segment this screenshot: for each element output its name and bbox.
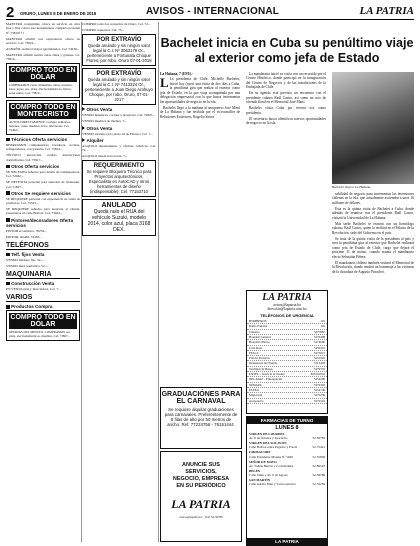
guide-logo: LA PATRIA [262, 292, 312, 303]
phone-entry-name: Cruz Roja [249, 345, 263, 350]
classified-ad: COMPRO repuestos. Cel. 73... [82, 28, 125, 33]
compro-ad [6, 310, 80, 341]
square-bullet-icon [6, 138, 10, 142]
phone-entry-number: 110 [320, 324, 325, 329]
category-heading: Otros Oferta servicios [6, 164, 80, 169]
compro-ad-body: AUTOS DIRECTAMENTE. Compro vehículos, terrenos, casas, muebles, fríos, televisores. Cel. 72462... [9, 120, 71, 133]
pharmacy-entry [247, 478, 327, 486]
phone-entry-number: 5276498 [313, 334, 325, 339]
requerimiento-body: Se requiere Bloquera Técnico para Proyectos arquitectónicos. Especialista en AutoCAD y otros herramientas de diseño (indispensable). Cel. 77153710 [86, 169, 152, 195]
article-column-2 [246, 72, 326, 287]
phone-entry-number: 5275015 [313, 350, 325, 355]
promo-footer: avisos@lapatria.bo · Telf: 52-50780 [179, 514, 223, 519]
compro-ad [6, 63, 80, 98]
compro-ad-title: COMPRO TODO EN DÓLAR [10, 314, 76, 329]
phone-entry-name: Policía Turística [249, 356, 270, 361]
phone-entry-number: 5279535 [313, 366, 325, 371]
pharmacy-day: LUNES 8 [275, 425, 299, 431]
promo-line: ANUNCIE SUS [182, 462, 220, 468]
arrow-bullet-icon [82, 107, 85, 111]
pharmacy-list [247, 432, 327, 486]
phone-entry-name: Tránsito [249, 329, 260, 334]
classified-ad: SE NECESITA personal para atención de restaurant. Cel. 71827... [6, 180, 80, 189]
article-paragraph: Más tarde Bachelet se reunirá con un homólogo cubano, Raúl Castro, quien la recibirá en el Palacio de la Revolución, sede del Gobierno en el país. [332, 221, 414, 235]
pharmacy-address: Av. 6 de Octubre y Ayacucho [249, 436, 288, 441]
pharmacy-phone: 52-58786 [312, 472, 325, 477]
promo-line: SERVICIOS, [185, 469, 217, 476]
classified-ad: SE NECESITA señorita para tienda de computadoras. Cel. 72462... [6, 169, 80, 179]
compro-ad-title: COMPRO TODO EN DÓLAR [10, 67, 76, 82]
square-bullet-icon [6, 253, 10, 257]
pharmacy-name: BELÉN [249, 468, 261, 473]
article-paragraph: Bachelet visita Cuba por tercera vez como presidenta. [246, 106, 326, 115]
pharmacy-address: Calle Junín y Av. 6 de Agosto [249, 472, 289, 477]
emergency-phone-guide [246, 290, 328, 414]
classified-ad: VENDO teléfono fijo. 52-... [6, 257, 45, 262]
article-paragraph: Bachelet llegó a la mañana al aeropuerto José Martí de La Habana y fue recibida por el vicecanciller de Relaciones Exteriores, Rogelio Sierra. [160, 105, 240, 119]
phone-entry-number: 5277887 [313, 329, 325, 334]
phone-entry-name: ELFEO [249, 388, 259, 393]
phone-entry-number: 800101010 [310, 372, 325, 377]
promo-ad [160, 451, 242, 542]
phone-entry-name: FELCC [249, 350, 259, 355]
requerimiento-ad [82, 160, 156, 197]
anulado-title: ANULADO [101, 202, 137, 210]
classified-ad: MAESTRO albañil realiza obras finas y gruesas. Ce. 73912... [6, 52, 80, 62]
phone-entry-name: Defensoría del Pueblo [249, 361, 278, 366]
phone-list [247, 319, 327, 404]
pharmacy-name: FARMACORP [249, 450, 271, 455]
extravio-notice [82, 34, 156, 66]
extravio-body: Queda anulado y sin ningún valor legal la C.I. Nº 7413324 Or., perteneciente a Juan Diego Arahuyo Choque, por robo. Oruro, 07-01-2017 [85, 77, 153, 103]
classified-ad: EN VENTA grúa y mezcladora. Cel. 7... [6, 287, 61, 292]
extravio-title: POR EXTRAVÍO [96, 37, 142, 44]
article-paragraph: sabilidad de negocio para incrementar las inversiones chilenas en la isla, que actualmente ascienden a unos 16 millones de dólares. [332, 192, 414, 205]
classified-ad: PINTOR, albañil. 74165... [6, 234, 42, 239]
classified-ad: ALBAÑIL realiza trabajos garantizados. Cel. 74236... [6, 46, 80, 51]
article-paragraph: Esta es la quinta visita de Bachelet a Cuba, donde además de reunirse con el presidente Raúl Castro, visitará la Universidad de La Habana. [332, 206, 414, 220]
phone-entry-name: Radio Patrulla [249, 324, 268, 329]
masthead-logo: LA PATRIA [359, 5, 414, 17]
phone-entry-name: Hospital General [249, 334, 271, 339]
article-paragraph: L La presidenta de Chile, Michelle Bachelet, inició hoy (ayer) una visita de dos días a Cuba, la penúltima gira que realiza al exterior como jefa de Estado, en la que viaja acompañada por una delegación empresarial con la que busca incrementar las oportunidades de negocio en la isla. [160, 75, 240, 104]
phone-entry-number: 5274600 [313, 340, 325, 345]
promo-line: NEGOCIO, EMPRESA [172, 476, 230, 483]
pharmacy-name: VIRGEN DEL SOCAVÓN [249, 441, 287, 446]
phone-entry-number: 5270239 [313, 393, 325, 398]
drop-cap: L [160, 75, 169, 91]
classified-ad: VENDO muebles de madera. 7... [82, 119, 127, 124]
guide-subtitle: TELÉFONOS DE URGENCIA [260, 312, 314, 318]
pharmacy-phone: 52-86543 [312, 463, 325, 468]
classified-ad: ALQUILO departamento y oficinas céntricas. Cel. 72... [82, 143, 156, 153]
phone-entry-name: Migración [249, 393, 263, 398]
phone-entry-number: 5276302 [313, 382, 325, 387]
category-heading: Otros Se requiere servicios [6, 191, 80, 196]
phone-entry-name: Hospital Obrero [249, 340, 270, 345]
classified-ad: TÉCNICO electricista realiza instalaciones domiciliarias. Cel. 73917... [6, 153, 80, 162]
photo-caption: Bachelet llegó a La Habana. [332, 185, 372, 189]
anulado-body: Queda nulo el RUA del vehículo Suzuki, modelo 2014, color azul, placa 3168 DEX. [87, 209, 151, 234]
arrow-bullet-icon [82, 126, 85, 130]
phone-entry-name: DELAPAZ - Emergencias [249, 377, 283, 382]
section-heading-telefonos: TELÉFONOS [6, 242, 80, 250]
compro-ad-body: COMPRAMOS casas, inmuebles, autos, terrenos, lotes, joyas, oro, plata, electrodomésticos. Oruro, zona centro. Cel. 73810... [9, 83, 73, 96]
page-header [6, 4, 414, 20]
pharmacy-bar: FARMACIAS DE TURNO [247, 417, 327, 424]
guide-email: avisos@lapatria.bo [273, 303, 301, 307]
pharmacy-entry [247, 469, 327, 477]
article-paragraph: En su agenda está previsto un encuentro con el presidente cubano Raúl Castro, así como un acto de ofrenda floral en el Memorial José Martí. [246, 91, 326, 105]
pharmacy-address: Calle Bolívar entre Pagador y Potosí [249, 445, 298, 450]
article-column-3 [332, 192, 414, 542]
extravio-notice [82, 68, 156, 105]
phone-entry-number: 5254200 [313, 377, 325, 382]
pharmacy-footer: LA PATRIA [247, 538, 327, 545]
graduation-ad [160, 387, 242, 449]
classified-ad: VENDO estantes en la plaza 10 de Febrero. Cel. 7... [82, 131, 153, 136]
classified-ad: SE REQUIERE personal con experiencia en venta de productos. Cel. 74523... [6, 196, 80, 206]
pharmacy-entry [247, 432, 327, 440]
square-bullet-icon [6, 282, 10, 286]
phone-entry [247, 399, 327, 404]
pharmacy-phone: 52-55830 [312, 454, 325, 459]
article-paragraph: El mandatario chileno también visitará el Memorial de la Revolución, donde rendirá un homenaje a las víctimas de la dictadura de Augusto Pinochet. [332, 260, 414, 274]
pharmacy-address: Calle Presidente Montes Nº 5940 [249, 454, 293, 459]
category-heading: Pintores/decoradores Oferta servicios [6, 217, 74, 228]
section-heading-maquinaria: MAQUINARIA [6, 271, 80, 279]
article-photo [332, 72, 414, 184]
pharmacy-entry [247, 441, 327, 449]
arrow-bullet-icon [82, 138, 85, 142]
section-title: AVISOS - INTERNACIONAL [146, 6, 280, 17]
square-bullet-icon [6, 191, 10, 195]
classified-ad: PINTOR económico. 78254... [6, 228, 47, 233]
pharmacy-name: SAN MARTÍN [249, 478, 271, 483]
classified-ad: MAESTRO condominio ofrece su servicio en obra fina y fina contra tres herramientas completa personal Nº 73819171 [6, 22, 80, 35]
category-heading: Telf. fijos Venta [6, 252, 80, 257]
pharmacy-address: Calle Adolfo Mier y Soria Galvarro [249, 482, 296, 487]
classifieds-column-1 [6, 22, 80, 542]
phone-entry-number: 5113418 [313, 361, 325, 366]
article-column-1 [160, 72, 240, 287]
pharmacy-phone: 52-76239 [312, 482, 325, 487]
category-heading: Alquiler [82, 138, 156, 143]
article-headline: Bachelet inicia en Cuba su penúltimo viaje al exterior como jefa de Estado [160, 36, 414, 65]
compro-ad-body: OFERTAS DEL MINUTO. COMPRAMOS oro, plata, electrodomésticos, muebles. Cel. 73827... [9, 330, 71, 339]
phone-entry-number: 5254130 [313, 388, 325, 393]
pharmacy-address: Av. Tomás Barrón y Cochabamba [249, 463, 294, 468]
phone-entry-name: ENTEL - Servicio al cliente [249, 372, 285, 377]
phone-entry-name: Aeropuerto [249, 398, 264, 403]
article-paragraph: Se trata de la quinta visita de la presidenta al país y será la penúltima gira al exterior que Bachelet realizará como jefa de Estado de Chile, cargo que dejará el próximo 11 de marzo, cuando asuma el mandatario electo Sebastián Piñera. [332, 236, 414, 259]
phone-entry-number: 119 [320, 318, 325, 323]
promo-line: EN SU PERIÓDICO [176, 483, 226, 490]
pharmacy-phone: 52-75441 [312, 445, 325, 450]
square-bullet-icon [6, 218, 10, 222]
compro-ad [6, 100, 80, 135]
category-heading: Técnicos Oferta servicios [6, 137, 80, 142]
pharmacy-name: VIRGEN DE LOURDES [249, 432, 285, 436]
pharmacy-name: SEÑOR DE MAYO [249, 459, 277, 464]
classifieds-column-2 [82, 22, 156, 542]
category-heading: Construcción Venta [6, 281, 80, 286]
guide-web: dirección@lapatria.com.bo [267, 307, 307, 312]
phone-entry-name: BOMBEROS [249, 318, 267, 323]
classified-ad: VENDO heladeras, cocinas y lavadoras. Cel. 72825... [82, 113, 155, 118]
square-bullet-icon [6, 305, 10, 309]
pharmacy-entry [247, 460, 327, 468]
extravio-body: Queda anulado y sin ningún valor legal la C.I. Nº 3063179 Or., perteneciente a Fortunata Choque Flores, por robo. Oruro 07-01-2018 [86, 43, 152, 64]
classified-ad: REPARAMOS computadoras, lavadoras, cocinas, refrigeradores, con garantía. Cel. 73814... [6, 143, 80, 152]
classified-ad: SE REQUIERE señorita para atención al cliente, presentarse en calle Bolívar. Cel. 73924... [6, 207, 80, 216]
requerimiento-title: REQUERIMIENTO [93, 163, 145, 170]
pharmacy-guide [246, 416, 328, 546]
section-heading-varios: VARIOS [6, 294, 80, 302]
graduation-title: GRADUACIÓNES PARA EL CARNAVAL [161, 391, 241, 405]
pharmacy-phone: 52-56782 [312, 436, 325, 441]
page-number: 2 [6, 4, 15, 21]
article-paragraph: La mandataria inició su visita con un recorrido por el Centro Histórico, donde participó en la inauguración del Centro de Negocios y de las instalaciones de la Embajada de Chile. [246, 72, 326, 90]
promo-logo: LA PATRIA [171, 496, 231, 511]
phone-entry-name: Terminal de Buses [249, 366, 273, 371]
classified-ad: VENDO línea telefónica. 52-... [6, 263, 49, 268]
column-rule [158, 22, 159, 542]
pharmacy-entry [247, 450, 327, 458]
phone-entry-name: SEMAPA [249, 382, 262, 387]
article-dateline: La Habana, 7 (EFE).- [160, 72, 194, 76]
category-heading: Productos Compra [6, 304, 80, 309]
issue-date: ORURO, LUNES 8 DE ENERO DE 2018 [20, 11, 97, 16]
compro-ad-title: COMPRO TODO EN MONTECRISTO [10, 104, 76, 119]
category-heading: Otros Venta [82, 107, 156, 112]
square-bullet-icon [6, 165, 10, 169]
phone-entry-number: 5272522 [313, 398, 325, 403]
classified-ad: COMPRO todos los recuerdos de Oruro. Cel. 72... [82, 22, 151, 26]
classified-ad: MAESTRO albañil con experiencia ofrece su servicio. Cel. 73822... [6, 36, 80, 45]
classified-ad: ALQUILO tienda zona norte. 7... [82, 154, 128, 159]
phone-entry-number: 5250222 [313, 345, 325, 350]
extravio-title: POR EXTRAVÍO [96, 71, 142, 78]
category-heading: Otros Venta [82, 126, 156, 131]
phone-entry-number: 5251923 [313, 356, 325, 361]
column-rule [81, 22, 82, 542]
graduation-body: Se requiere alquilar graduaciones para carnavales. Preferentemente de 8 filas de alto por 50 metros de ancho. Ref. 77224756 - 76151444. [164, 407, 238, 427]
article-paragraph: El secretario busca identificar nuevos oportunidades de negocio en la isla. [246, 116, 326, 126]
anulado-notice [82, 199, 156, 236]
